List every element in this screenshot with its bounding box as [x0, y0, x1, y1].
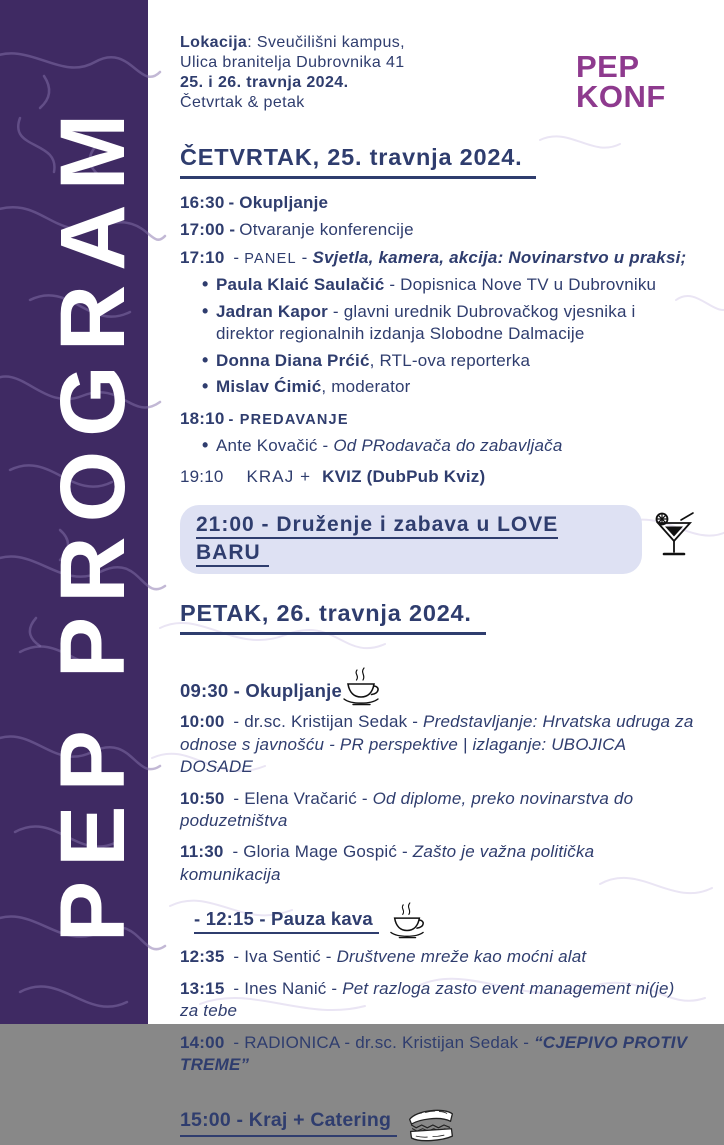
speaker-name: Ante Kovačić - [216, 435, 334, 455]
panelist-name: Mislav Ćimić [216, 377, 322, 397]
panelist-item [202, 376, 696, 398]
event-row-1630 [180, 192, 696, 214]
event-row-1000 [180, 711, 696, 778]
location-block [180, 33, 405, 113]
talk-topic: Pet razloga zasto event management ni(je) za tebe [180, 978, 675, 1021]
event-time: 12:35 [180, 947, 225, 967]
speaker-name: - Ines Nanić - [228, 978, 343, 998]
workshop-label: - RADIONICA - dr.sc. Kristijan Sedak - [228, 1032, 535, 1052]
event-time: 14:00 [180, 1032, 225, 1052]
panelist-desc: - glavni urednik Dubrovačkog vjesnika i direktor regionalnih izdanja Slobodne Dalmacije [216, 301, 636, 344]
quiz-label: KVIZ (DubPub Kviz) [322, 467, 486, 487]
panelist-name: Paula Klaić Saulačić [216, 275, 385, 295]
lecture-speaker-list [180, 435, 696, 457]
event-row-1050 [180, 788, 696, 833]
event-title: 09:30 - Okupljanje [180, 679, 342, 701]
event-row-2100-party [180, 505, 696, 574]
event-row-0930 [180, 663, 696, 703]
event-time: 16:30 [180, 193, 225, 213]
day1-heading: ČETVRTAK, 25. travnja 2024. [180, 142, 536, 179]
pepkonf-logo [576, 49, 666, 114]
party-highlight [180, 505, 642, 574]
lecture-speaker-item [202, 435, 696, 457]
panelist-desc: - Dopisnica Nove TV u Dubrovniku [384, 275, 657, 295]
speaker-name: - Iva Sentić - [228, 947, 337, 967]
talk-topic: Zašto je važna politička komunikacija [180, 842, 595, 884]
speaker-name: - Elena Vračarić - [228, 788, 373, 808]
dash: - [301, 247, 308, 267]
logo-line-2: KONF [576, 79, 666, 114]
cocktail-icon [652, 510, 696, 558]
event-row-1215-break [194, 896, 696, 934]
location-campus: : Sveučilišni kampus, [247, 34, 406, 51]
event-time: 17:00 - [180, 220, 236, 240]
event-row-1235 [180, 946, 696, 968]
panelist-name: Jadran Kapor [216, 301, 328, 321]
panelist-name: Donna Diana Prćić [216, 350, 370, 370]
workshop-title: “CJEPIVO PROTIV TREME” [180, 1032, 688, 1075]
day2-heading: PETAK, 26. travnja 2024. [180, 598, 486, 635]
event-title: Otvaranje konferencije [239, 220, 414, 240]
event-row-1700 [180, 219, 696, 241]
event-time: 13:15 [180, 978, 225, 998]
sidebar-band [0, 0, 148, 1024]
talk-topic: Od diplome, preko novinarstva do poduzetništva [180, 788, 634, 831]
coffee-icon [387, 902, 427, 940]
talk-title: Od PRodavača do zabavljača [333, 435, 563, 455]
panelist-list [180, 274, 696, 398]
coffee-icon [340, 667, 382, 707]
event-row-1910-end [180, 466, 696, 488]
logo-line-1: PEP [576, 49, 640, 84]
location-days: Četvrtak & petak [180, 94, 305, 111]
end-label: KRAJ + [246, 467, 312, 487]
event-title: - Okupljanje [228, 193, 329, 213]
event-row-1710-panel [180, 247, 696, 269]
event-time: 11:30 [180, 842, 224, 862]
break-text: - 12:15 - Pauza kava [194, 907, 379, 934]
sandwich-icon [405, 1105, 457, 1145]
panelist-item [202, 274, 696, 296]
panelist-desc: , moderator [321, 377, 411, 397]
event-row-1400-workshop [180, 1032, 696, 1077]
party-text: 21:00 - Druženje i zabava u LOVE BARU [196, 513, 558, 567]
panelist-desc: , RTL-ova reporterka [369, 350, 531, 370]
dash: - [233, 247, 240, 267]
location-street: Ulica branitelja Dubrovnika 41 [180, 54, 405, 71]
program-content [180, 142, 696, 1137]
event-time: 17:10 [180, 247, 225, 267]
event-row-1500-end [180, 1097, 696, 1137]
panel-title: Svjetla, kamera, akcija: Novinarstvo u praksi; [312, 247, 687, 267]
location-dates: 25. i 26. travnja 2024. [180, 74, 349, 91]
location-label: Lokacija [180, 34, 248, 51]
event-row-1130 [180, 841, 696, 886]
event-row-1810-lecture [180, 408, 696, 430]
speaker-name: - dr.sc. Kristijan Sedak - [228, 712, 424, 732]
speaker-name: - Gloria Mage Gospić - [227, 842, 413, 862]
panelist-item [202, 350, 696, 372]
sidebar-vertical-title: PEP PROGRAM [42, 99, 144, 943]
panel-label: PANEL [244, 250, 297, 267]
event-row-1315 [180, 978, 696, 1023]
lecture-label: - PREDAVANJE [228, 411, 349, 428]
event-time: 10:00 [180, 712, 225, 732]
event-time: 10:50 [180, 788, 225, 808]
event-time: 19:10 [180, 467, 224, 487]
talk-topic: Društvene mreže kao moćni alat [336, 947, 587, 967]
event-time: 18:10 [180, 408, 225, 428]
talk-topic: Predstavljanje: Hrvatska udruga za odnose s javnošću - PR perspektive | izlaganje: UBOJICA DOSADE [180, 712, 694, 777]
panelist-item [202, 301, 696, 346]
location-line-1 [180, 33, 405, 53]
catering-text: 15:00 - Kraj + Catering [180, 1108, 397, 1137]
